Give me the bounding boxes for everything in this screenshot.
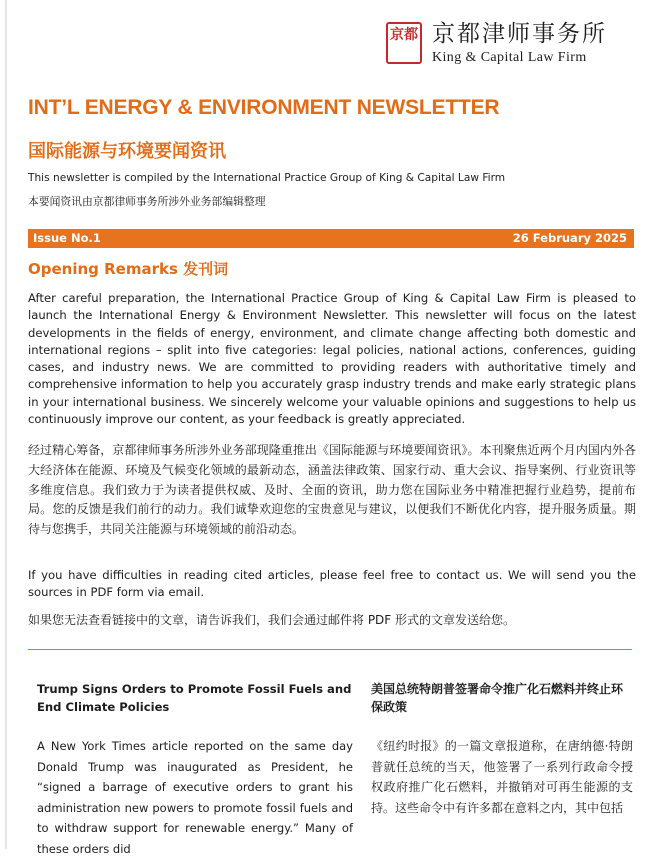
issue-bar [28,229,634,248]
newsletter-title-en: INT’L ENERGY & ENVIRONMENT NEWSLETTER [28,96,500,119]
compiled-by-en: This newsletter is compiled by the International Practice Group of King & Capital Law Firm [28,172,506,184]
section-divider [28,649,632,650]
compiled-by-cn: 本要闻资讯由京都律师事务所涉外业务部编辑整理 [28,195,266,208]
contact-note-en: If you have difficulties in reading cited articles, please feel free to contact us. We will send you the sources in PDF form via email. [28,568,636,600]
article-body-cn: 《纽约时报》的一篇文章报道称，在唐纳德·特朗普就任总统的当天，他签署了一系列行政命令授权政府推广化石燃料，并撤销对可再生能源的支持。这些命令中有许多都在意料之内，其中包括 [371,739,633,815]
contact-note-cn: 如果您无法查看链接中的文章，请告诉我们，我们会通过邮件将 PDF 形式的文章发送给您。 [28,613,516,627]
firm-seal-icon: 京都 [386,22,422,64]
firm-logo [386,20,607,66]
article-heading-cn: 美国总统特朗普签署命令推广化石燃料并终止环保政策 [371,682,624,714]
article-body-en: A New York Times article reported on the same day Donald Trump was inaugurated as President, he “signed a barrage of executive orders to grant his administration new powers to promote fossil fuels and to withdraw support for renewable energy.” Many of these orders did [37,739,353,856]
opening-paragraph-cn: 经过精心筹备，京都律师事务所涉外业务部现隆重推出《国际能源与环境要闻资讯》。本刊聚焦近两个月内国内外各大经济体在能源、环境及气候变化领域的最新动态，涵盖法律政策、国家行动、重大会议、指导案例、行业资讯等多维度信息。我们致力于为读者提供权威、及时、全面的资讯，助力您在国际业务中精准把握行业趋势，提前布局。您的反馈是我们前行的动力。我们诚挚欢迎您的宝贵意见与建议，以便我们不断优化内容，提升服务质量。期待与您携手，共同关注能源与环境领域的前沿动态。 [28,443,636,537]
issue-number: Issue No.1 [33,231,101,245]
firm-name-cn: 京都津师事务所 [432,21,607,47]
article-heading-en: Trump Signs Orders to Promote Fossil Fuels and End Climate Policies [37,682,352,714]
page-edge-rule [5,0,7,849]
opening-paragraph-en: After careful preparation, the International Practice Group of King & Capital Law Firm is pleased to launch the International Energy & Environment Newsletter. This newsletter will focus on the latest developments in the fields of energy, environment, and climate change affecting both domestic and international regions – split into five categories: legal policies, national actions, conferences, guiding cases, and industry news. We are committed to providing readers with authoritative timely and comprehensive information to help you accurately grasp industry trends and make early strategic plans in your international business. We sincerely welcome your valuable opinions and suggestions to help us continuously improve our content, as your feedback is greatly appreciated. [28,291,636,427]
firm-name-en: King & Capital Law Firm [432,50,587,65]
opening-remarks-heading: Opening Remarks 发刊词 [28,260,229,278]
newsletter-title-cn: 国际能源与环境要闻资讯 [28,141,226,162]
issue-date: 26 February 2025 [512,231,627,245]
